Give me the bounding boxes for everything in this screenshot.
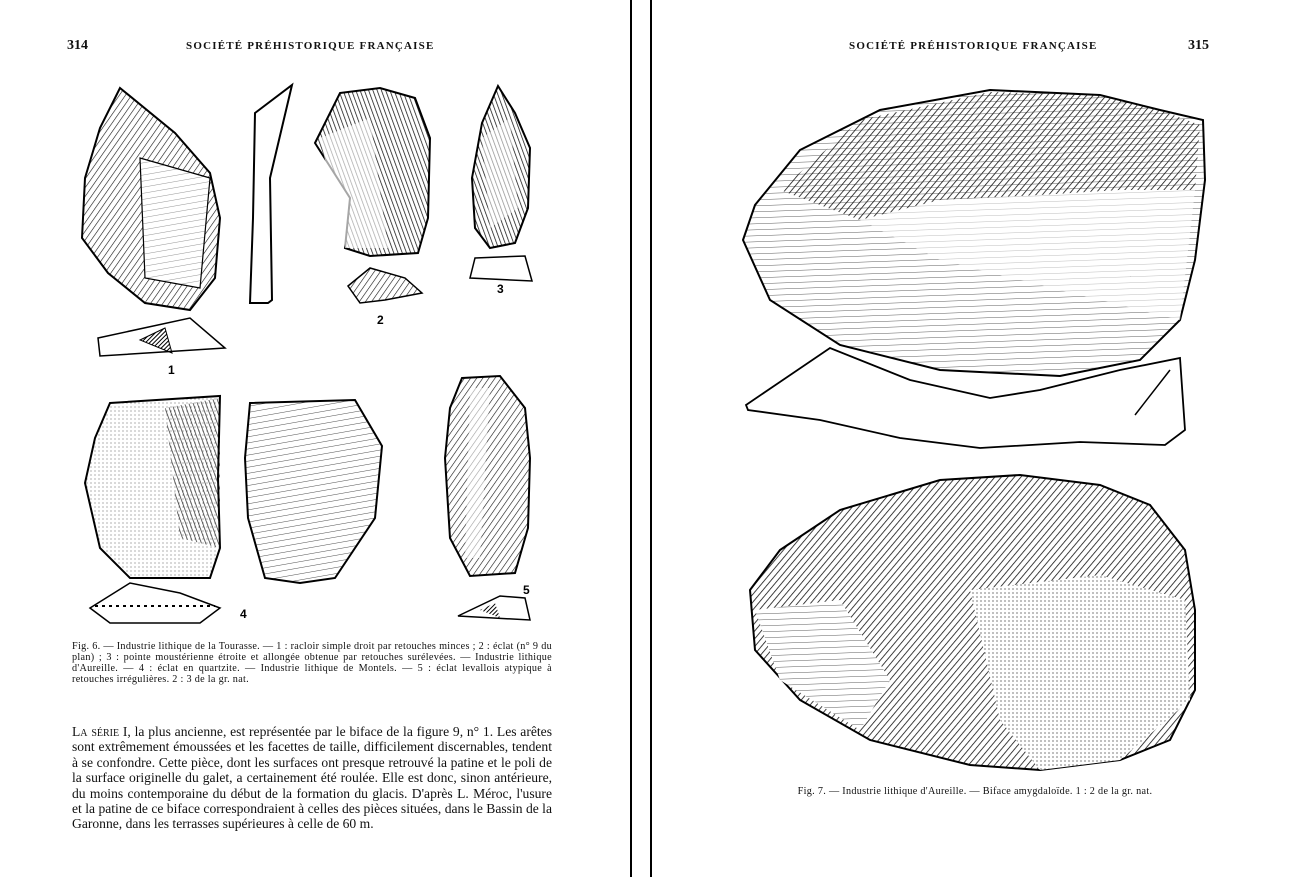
- body-paragraph: [72, 724, 552, 832]
- left-page: [0, 0, 630, 877]
- figure-label-1: 1: [168, 363, 175, 377]
- figure-label-2: 2: [377, 313, 384, 327]
- page-number-right: 315: [1188, 38, 1209, 53]
- biface-face-lower: [750, 475, 1195, 770]
- figure-6-illustration: [70, 78, 550, 630]
- figure-label-3: 3: [497, 282, 504, 296]
- biface-face-upper: [743, 90, 1205, 376]
- page-number-left: 314: [67, 38, 88, 53]
- figure-7-caption: Fig. 7. — Industrie lithique d'Aureille. — Biface amygdaloïde. 1 : 2 de la gr. nat.: [797, 786, 1153, 797]
- running-head-right: SOCIÉTÉ PRÉHISTORIQUE FRANÇAISE: [849, 40, 1098, 52]
- body-text: , la plus ancienne, est représentée par le biface de la figure 9, n° 1. Les arêtes sont extrêmement émoussées et les facettes de taille, difficilement discernables, tendent à se confondre. Cette pièce, dont les surfaces ont presque retrouvé la patine et le poli de la surface originelle du galet, a certainement été roulée. Elle est donc, sinon antérieure, du moins contemporaine du début de la formation du glacis. D'après L. Méroc, l'usure et la patine de ce biface correspondraient à celles des pièces situées, dans le Bassin de la Garonne, dans les terrasses supérieures à celle de 60 m.: [72, 724, 552, 832]
- figure-label-4: 4: [240, 607, 247, 621]
- figure-6-caption: Fig. 6. — Industrie lithique de la Tourasse. — 1 : racloir simple droit par retouches minces ; 2 : éclat (n° 9 du plan) ; 3 : pointe moustérienne étroite et allongée obtenue par retouches surélevées. — Industrie lithique d'Aureille. — 4 : éclat en quartzite. — Industrie lithique de Montels. — 5 : éclat levallois atypique à retouches irrégulières. 2 : 3 de la gr. nat.: [72, 641, 552, 685]
- figure-7-biface: [740, 80, 1210, 780]
- figure-label-5: 5: [523, 583, 530, 597]
- artifact-1-racloir: [82, 88, 225, 356]
- page-divider-left: [630, 0, 632, 877]
- artifact-3-pointe: [470, 86, 532, 281]
- artifact-5-eclat-levallois: [445, 376, 530, 620]
- artifact-2-eclat: [250, 85, 430, 303]
- artifact-4-eclat-quartzite: [85, 396, 382, 623]
- body-lead-smallcaps: La série I: [72, 724, 128, 739]
- right-page: [652, 0, 1290, 877]
- running-head-left: SOCIÉTÉ PRÉHISTORIQUE FRANÇAISE: [186, 40, 435, 52]
